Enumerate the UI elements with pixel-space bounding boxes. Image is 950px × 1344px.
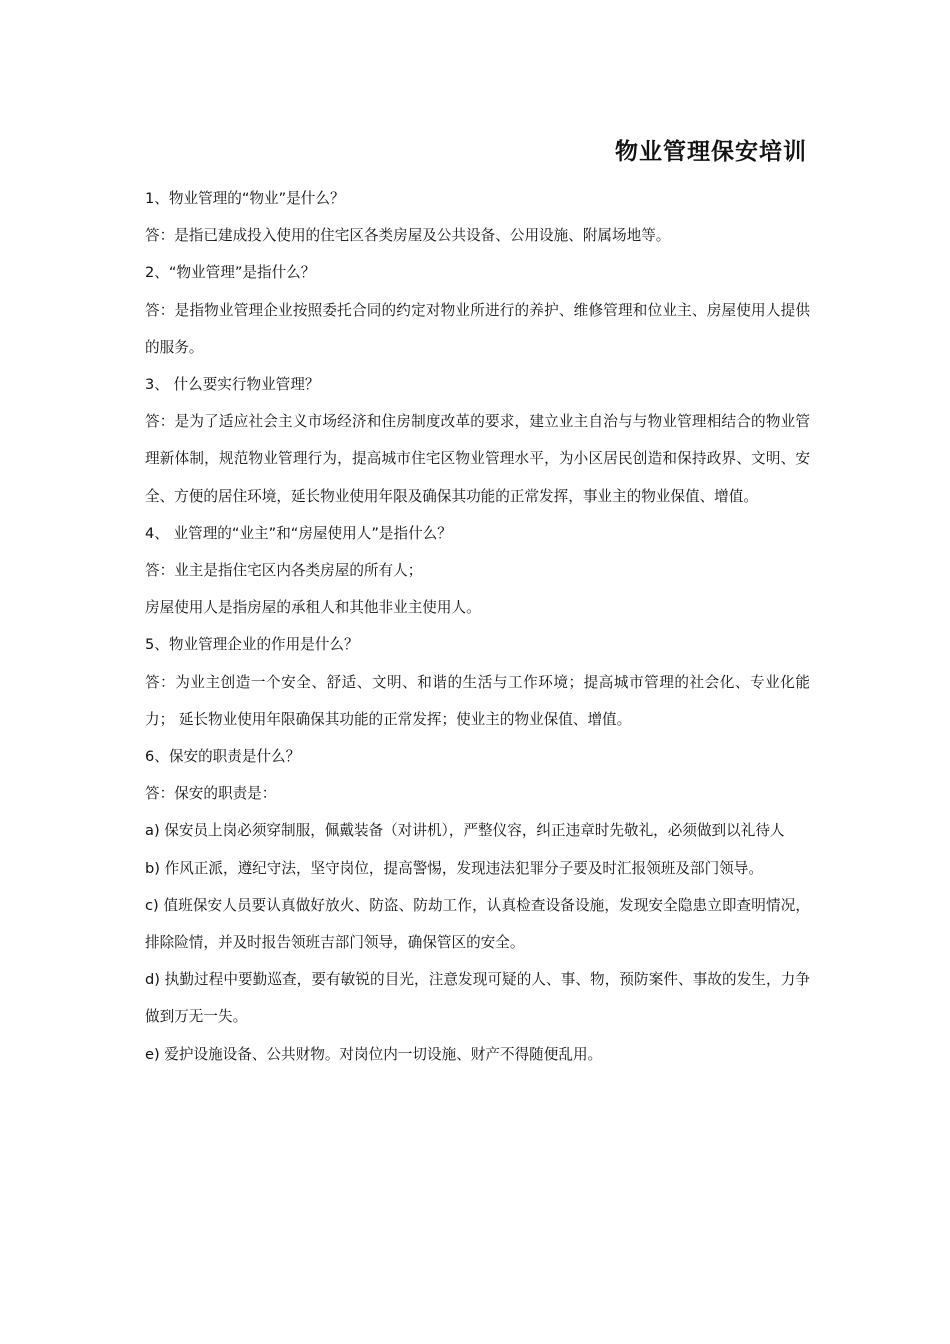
duty-item-e: e) 爱护设施设备、公共财物。对岗位内一切设施、财产不得随便乱用。 — [145, 1045, 603, 1063]
answer-4-owner: 答：业主是指住宅区内各类房屋的所有人； — [145, 562, 423, 580]
question-5: 5、物业管理企业的作用是什么？ — [145, 636, 359, 654]
answer-1: 答：是指已建成投入使用的住宅区各类房屋及公共设备、公用设施、附属场地等。 — [145, 227, 671, 245]
duty-item-c: c) 值班保安人员要认真做好放火、防盗、防劫工作，认真检查设备设施，发现安全隐患立即查明情况，排除险情，并及时报告领班吉部门领导，确保管区的安全。 — [145, 896, 810, 952]
question-4: 4、 业管理的“业主”和“房屋使用人”是指什么？ — [145, 524, 452, 542]
answer-5: 答：为业主创造一个安全、舒适、文明、和谐的生活与工作环境；提高城市管理的社会化、专业化能力； 延长物业使用年限确保其功能的正常发挥；使业主的物业保值、增值。 — [145, 673, 810, 728]
answer-4-user: 房屋使用人是指房屋的承租人和其他非业主使用人。 — [145, 599, 481, 617]
duty-item-a: a) 保安员上岗必须穿制服，佩戴装备（对讲机），严整仪容，纠正违章时先敬礼，必须做到以礼待人 — [145, 822, 785, 840]
answer-3: 答：是为了适应社会主义市场经济和住房制度改革的要求，建立业主自治与与物业管理相结合的物业管理新体制，规范物业管理行为，提高城市住宅区物业管理水平，为小区居民创造和保持政界、文明、安全、方便的居住环境，延长物业使用年限及确保其功能的正常发挥，事业主的物业保值、增值。 — [145, 413, 810, 505]
question-2: 2、“物业管理”是指什么？ — [145, 264, 316, 282]
duty-item-d: d) 执勤过程中要勤巡查，要有敏锐的目光，注意发现可疑的人、事、物，预防案件、事故的发生，力争做到万无一失。 — [145, 971, 810, 1026]
question-3: 3、 什么要实行物业管理？ — [145, 376, 320, 394]
document-title: 物业管理保安培训 — [615, 139, 807, 165]
question-6: 6、保安的职责是什么？ — [145, 748, 301, 766]
answer-6-intro: 答：保安的职责是： — [145, 785, 277, 803]
duty-item-b: b) 作风正派，遵纪守法，坚守岗位，提高警惕，发现违法犯罪分子要及时汇报领班及部门领导。 — [145, 859, 763, 877]
document-body — [145, 180, 810, 1073]
answer-2: 答：是指物业管理企业按照委托合同的约定对物业所进行的养护、维修管理和位业主、房屋使用人提供的服务。 — [145, 301, 810, 356]
question-1: 1、物业管理的“物业”是什么？ — [145, 190, 345, 207]
